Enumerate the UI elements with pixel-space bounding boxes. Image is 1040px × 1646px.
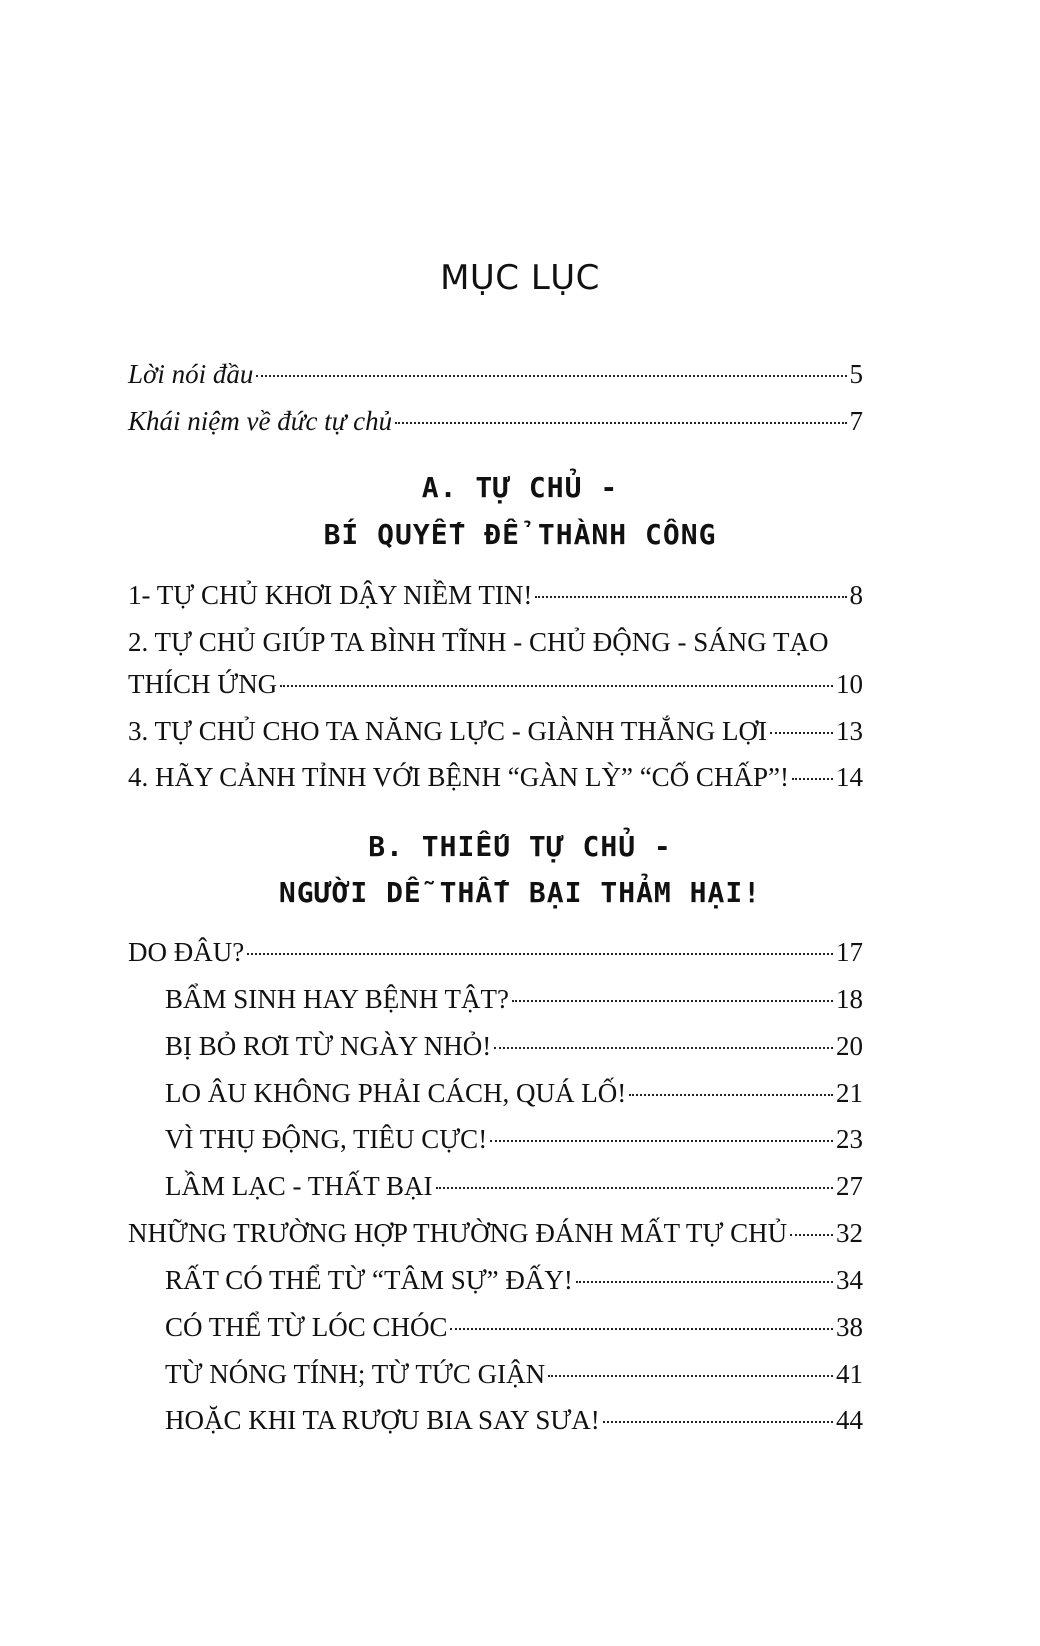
toc-entry-text: DO ĐÂU?: [128, 937, 245, 967]
dot-leader: [770, 732, 833, 734]
toc-entry-text: TỪ NÓNG TÍNH; TỪ TỨC GIẬN: [165, 1359, 546, 1389]
toc-page-number: 38: [836, 1312, 863, 1342]
toc-page-number: 34: [836, 1265, 863, 1295]
toc-entry-b9: [165, 1310, 863, 1344]
dot-leader: [436, 1187, 834, 1189]
toc-page-number: 8: [849, 580, 863, 610]
toc-entry-b2: [165, 982, 863, 1016]
toc-entry-text: Lời nói đầu: [128, 359, 254, 389]
toc-page-number: 23: [836, 1124, 863, 1154]
toc-page-number: 32: [836, 1218, 863, 1248]
section-b-heading-line1: B. THIẾU TỰ CHỦ -: [368, 830, 672, 863]
toc-entry-b4: [165, 1076, 863, 1110]
toc-entry-text: 1- TỰ CHỦ KHƠI DẬY NIỀM TIN!: [128, 580, 533, 610]
dot-leader: [576, 1281, 833, 1283]
toc-entry-text: BỊ BỎ RƠI TỪ NGÀY NHỎ!: [165, 1031, 492, 1061]
toc-page-number: 14: [836, 762, 863, 792]
dot-leader: [395, 422, 846, 424]
dot-leader: [247, 953, 833, 955]
toc-entry-b1: [128, 935, 863, 969]
toc-page-number: 27: [836, 1171, 863, 1201]
dot-leader: [512, 1000, 833, 1002]
dot-leader: [792, 778, 833, 780]
toc-page-number: 21: [836, 1078, 863, 1108]
dot-leader: [450, 1328, 833, 1330]
toc-page-number: 10: [836, 669, 863, 699]
toc-entry-b8: [165, 1263, 863, 1297]
toc-entry-concept: [128, 404, 863, 438]
toc-page-number: 18: [836, 984, 863, 1014]
toc-page-number: 5: [849, 359, 863, 389]
toc-entry-text: 3. TỰ CHỦ CHO TA NĂNG LỰC - GIÀNH THẮNG LỢI: [128, 716, 767, 746]
section-a-heading-line2: BÍ QUYẾT ĐỂ THÀNH CÔNG: [323, 518, 717, 551]
toc-entry-text: VÌ THỤ ĐỘNG, TIÊU CỰC!: [165, 1124, 488, 1154]
toc-entry-b10: [165, 1357, 863, 1391]
dot-leader: [603, 1421, 833, 1423]
toc-page-number: 17: [836, 937, 863, 967]
section-b-heading-line2: NGƯỜI DỄ THẤT BẠI THẢM HẠI!: [278, 876, 762, 909]
toc-entry-a1: [128, 578, 863, 612]
toc-entry-text: LO ÂU KHÔNG PHẢI CÁCH, QUÁ LỐ!: [165, 1078, 627, 1108]
toc-entry-b7: [128, 1216, 863, 1250]
dot-leader: [535, 596, 846, 598]
toc-entry-text: Khái niệm về đức tự chủ: [128, 406, 393, 436]
page-title: MỤC LỤC: [440, 258, 600, 298]
toc-entry-text: LẦM LẠC - THẤT BẠI: [165, 1171, 433, 1201]
toc-entry-a4: [128, 760, 863, 794]
toc-entry-text: RẤT CÓ THỂ TỪ “TÂM SỰ” ĐẤY!: [165, 1265, 573, 1295]
toc-page-number: 13: [836, 716, 863, 746]
toc-entry-b3: [165, 1029, 863, 1063]
toc-entry-a2-line1: 2. TỰ CHỦ GIÚP TA BÌNH TĨNH - CHỦ ĐỘNG - SÁNG TẠO: [128, 627, 829, 657]
dot-leader: [629, 1094, 833, 1096]
toc-entry-text: HOẶC KHI TA RƯỢU BIA SAY SƯA!: [165, 1405, 600, 1435]
toc-page-number: 44: [836, 1405, 863, 1435]
dot-leader: [494, 1047, 833, 1049]
dot-leader: [490, 1140, 833, 1142]
toc-entry-text: 4. HÃY CẢNH TỈNH VỚI BỆNH “GÀN LỲ” “CỐ CHẤP”!: [128, 762, 789, 792]
toc-entry-b5: [165, 1122, 863, 1156]
toc-page-number: 20: [836, 1031, 863, 1061]
dot-leader: [548, 1375, 833, 1377]
toc-entry-a2: [128, 667, 863, 701]
toc-entry-preface: [128, 357, 863, 391]
dot-leader: [790, 1234, 833, 1236]
dot-leader: [280, 685, 833, 687]
toc-entry-text: CÓ THỂ TỪ LÓC CHÓC: [165, 1312, 448, 1342]
toc-entry-b6: [165, 1169, 863, 1203]
toc-entry-text: NHỮNG TRƯỜNG HỢP THƯỜNG ĐÁNH MẤT TỰ CHỦ: [128, 1218, 788, 1248]
toc-entry-text: THÍCH ỨNG: [128, 669, 278, 699]
toc-page-number: 7: [849, 406, 863, 436]
section-a-heading-line1: A. TỰ CHỦ -: [421, 471, 619, 504]
toc-entry-a3: [128, 714, 863, 748]
toc-entry-b11: [165, 1403, 863, 1437]
toc-page-number: 41: [836, 1359, 863, 1389]
dot-leader: [256, 375, 846, 377]
toc-entry-text: BẨM SINH HAY BỆNH TẬT?: [165, 984, 510, 1014]
